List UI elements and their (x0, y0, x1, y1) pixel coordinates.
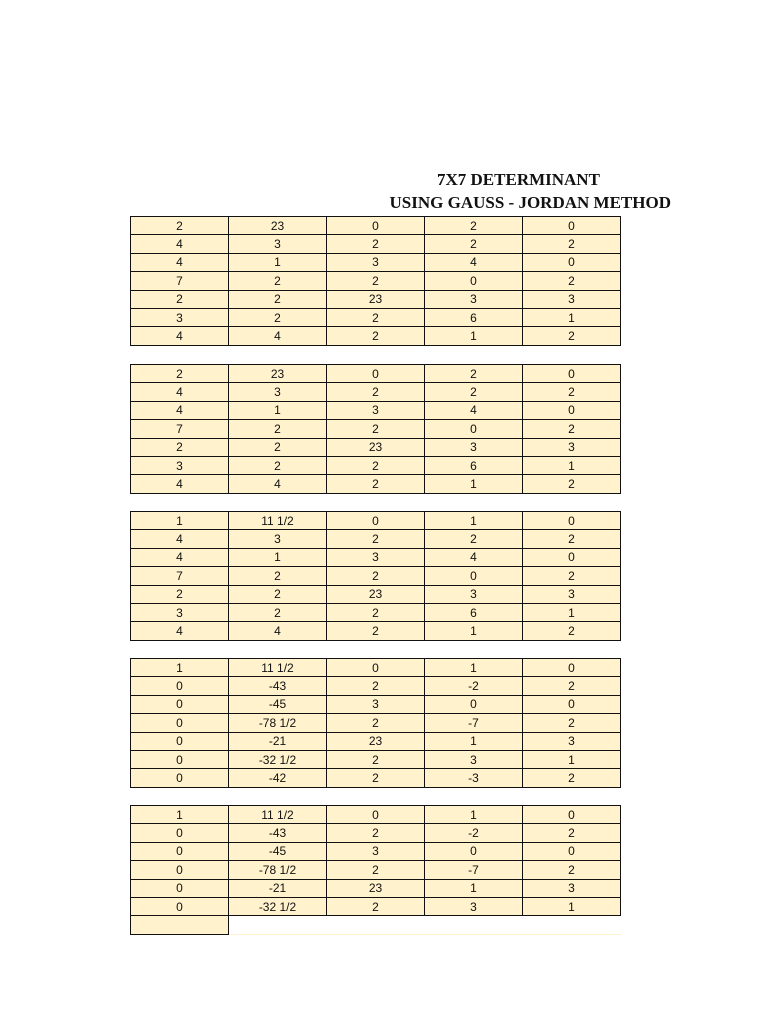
matrix-row (131, 622, 621, 640)
matrix-cell[interactable]: -2 (425, 677, 523, 695)
matrix-cell[interactable]: 1 (523, 897, 621, 915)
matrix-cell[interactable]: 0 (131, 677, 229, 695)
matrix-cell[interactable]: 3 (425, 290, 523, 308)
matrix-cell[interactable]: 1 (131, 512, 229, 530)
matrix-cell[interactable]: 4 (131, 235, 229, 253)
matrix-cell[interactable]: 4 (131, 548, 229, 566)
matrix-cell[interactable]: 2 (425, 365, 523, 383)
matrix-cell[interactable]: 2 (131, 290, 229, 308)
matrix-cell[interactable]: 2 (229, 308, 327, 326)
matrix-cell[interactable]: 6 (425, 456, 523, 474)
matrix-cell[interactable]: 2 (131, 585, 229, 603)
matrix-cell[interactable]: 0 (131, 695, 229, 713)
matrix-cell[interactable]: 4 (229, 327, 327, 345)
matrix-cell[interactable]: 2 (229, 603, 327, 621)
matrix-row (131, 714, 621, 732)
matrix-cell[interactable]: 3 (131, 456, 229, 474)
matrix-cell[interactable]: 2 (425, 235, 523, 253)
matrix-cell[interactable]: 2 (327, 750, 425, 768)
matrix-cell[interactable]: 1 (425, 806, 523, 824)
matrix-cell[interactable]: 1 (523, 308, 621, 326)
matrix-cell[interactable]: 2 (229, 438, 327, 456)
matrix-cell[interactable]: 0 (327, 365, 425, 383)
matrix-cell[interactable]: 2 (425, 383, 523, 401)
matrix-cell[interactable]: 4 (425, 401, 523, 419)
matrix-cell[interactable]: 4 (425, 548, 523, 566)
matrix-cell[interactable]: 3 (327, 695, 425, 713)
matrix-cell[interactable]: 3 (523, 585, 621, 603)
matrix-cell[interactable]: 1 (425, 659, 523, 677)
matrix-cell[interactable]: -7 (425, 714, 523, 732)
matrix-cell[interactable]: 0 (523, 695, 621, 713)
matrix-cell[interactable]: -32 1/2 (229, 750, 327, 768)
matrix-cell[interactable]: 0 (425, 567, 523, 585)
subtitle-clip (300, 193, 671, 217)
matrix-cell[interactable]: 1 (229, 548, 327, 566)
matrix-cell[interactable]: 0 (523, 806, 621, 824)
matrix-cell[interactable]: 0 (327, 217, 425, 235)
matrix-row (131, 217, 621, 235)
matrix-cell[interactable]: 3 (523, 290, 621, 308)
matrix-cell[interactable]: 2 (327, 603, 425, 621)
matrix-cell[interactable]: 2 (229, 272, 327, 290)
matrix-cell[interactable]: 4 (229, 475, 327, 493)
matrix-row (131, 769, 621, 787)
matrix-cell[interactable]: 2 (327, 769, 425, 787)
matrix-row (131, 824, 621, 842)
matrix-row (131, 530, 621, 548)
matrix-cell[interactable]: 7 (131, 272, 229, 290)
matrix-cell[interactable]: -7 (425, 861, 523, 879)
matrix-cell[interactable]: 2 (229, 456, 327, 474)
matrix-cell[interactable]: 0 (523, 548, 621, 566)
matrix-cell[interactable]: 0 (131, 897, 229, 915)
matrix-cell[interactable]: 0 (327, 512, 425, 530)
matrix-row (131, 732, 621, 750)
matrix-cell[interactable]: 3 (229, 530, 327, 548)
matrix-cell[interactable]: 0 (131, 714, 229, 732)
page-subtitle: USING GAUSS - JORDAN METHOD (389, 193, 671, 212)
matrix-row (131, 897, 621, 915)
matrix-row (131, 253, 621, 271)
matrix-row (131, 401, 621, 419)
matrix-cell[interactable]: 2 (327, 475, 425, 493)
matrix-cell[interactable]: 23 (327, 879, 425, 897)
matrix-row (131, 475, 621, 493)
matrix-row (131, 383, 621, 401)
matrix-row (131, 861, 621, 879)
matrix-cell[interactable]: 2 (523, 383, 621, 401)
matrix-row (131, 420, 621, 438)
matrix-cell[interactable]: 23 (229, 217, 327, 235)
matrix-cell[interactable]: 2 (327, 383, 425, 401)
matrix-cell[interactable]: 3 (425, 897, 523, 915)
matrix-cell[interactable]: 0 (131, 879, 229, 897)
matrix-cell[interactable]: 3 (425, 438, 523, 456)
matrix-cell[interactable]: 0 (131, 842, 229, 860)
matrix-cell[interactable]: 23 (327, 438, 425, 456)
matrix-cell[interactable]: 1 (425, 475, 523, 493)
matrix-row (131, 548, 621, 566)
matrix-cell[interactable]: 2 (523, 824, 621, 842)
matrix-cell[interactable]: 23 (327, 732, 425, 750)
matrix-cell[interactable]: 0 (523, 659, 621, 677)
matrix-cell[interactable]: 2 (327, 456, 425, 474)
matrix-cell[interactable]: -21 (229, 732, 327, 750)
matrix-cell[interactable]: 2 (523, 475, 621, 493)
matrix-cell[interactable]: 7 (131, 567, 229, 585)
matrix-cell[interactable]: 2 (327, 567, 425, 585)
matrix-cell[interactable]: 7 (131, 420, 229, 438)
matrix-cell[interactable]: 4 (131, 475, 229, 493)
matrix-cell[interactable]: 4 (131, 327, 229, 345)
matrix-row (131, 327, 621, 345)
matrix-cell[interactable]: 2 (523, 327, 621, 345)
matrix-cell[interactable]: -21 (229, 879, 327, 897)
matrix-cell[interactable]: 2 (327, 530, 425, 548)
matrix-step-4 (130, 658, 621, 788)
matrix-cell[interactable]: 3 (425, 585, 523, 603)
matrix-cell[interactable]: 2 (327, 861, 425, 879)
matrix-step-3 (130, 511, 621, 641)
matrix-cell[interactable]: 0 (523, 512, 621, 530)
matrix-cell[interactable]: 2 (327, 622, 425, 640)
matrix-cell[interactable]: 23 (327, 290, 425, 308)
matrix-cell[interactable]: 2 (425, 217, 523, 235)
matrix-cell[interactable]: 1 (425, 327, 523, 345)
matrix-cell[interactable]: -78 1/2 (229, 861, 327, 879)
matrix-cell[interactable]: 0 (131, 750, 229, 768)
matrix-cell[interactable]: -43 (229, 824, 327, 842)
matrix-row (131, 235, 621, 253)
matrix-cell[interactable]: 0 (131, 824, 229, 842)
matrix-row (131, 290, 621, 308)
matrix-cell[interactable]: 2 (523, 769, 621, 787)
matrix-cell[interactable]: -43 (229, 677, 327, 695)
matrix-cell[interactable]: 4 (229, 622, 327, 640)
matrix-cell[interactable]: 3 (425, 750, 523, 768)
matrix-cell[interactable]: 2 (523, 420, 621, 438)
matrix-cell[interactable]: 0 (425, 272, 523, 290)
matrix-cell[interactable]: 2 (523, 272, 621, 290)
matrix-cell[interactable] (523, 916, 621, 934)
matrix-cell[interactable]: 0 (131, 769, 229, 787)
matrix-cell[interactable]: 1 (523, 750, 621, 768)
matrix-cell[interactable]: 2 (523, 235, 621, 253)
matrix-cell[interactable]: 0 (523, 217, 621, 235)
matrix-cell[interactable]: 4 (131, 383, 229, 401)
matrix-cell[interactable]: 2 (131, 365, 229, 383)
matrix-cell[interactable]: 2 (327, 714, 425, 732)
matrix-cell[interactable]: 3 (131, 308, 229, 326)
matrix-cell[interactable]: 2 (523, 622, 621, 640)
matrix-cell[interactable]: 0 (425, 842, 523, 860)
matrix-cell[interactable]: 4 (131, 253, 229, 271)
matrix-row (131, 456, 621, 474)
matrix-cell[interactable]: 4 (131, 622, 229, 640)
matrix-cell[interactable]: 1 (425, 732, 523, 750)
matrix-cell[interactable]: 1 (523, 603, 621, 621)
matrix-cell[interactable]: 0 (425, 695, 523, 713)
matrix-row (131, 879, 621, 897)
matrix-cell[interactable]: 11 1/2 (229, 806, 327, 824)
matrix-cell[interactable]: 3 (229, 235, 327, 253)
matrix-row (131, 365, 621, 383)
matrix-cell[interactable]: 0 (327, 659, 425, 677)
matrix-cell[interactable]: 2 (523, 714, 621, 732)
matrix-row (131, 272, 621, 290)
matrix-cell[interactable]: 2 (327, 235, 425, 253)
matrix-cell[interactable]: 0 (131, 732, 229, 750)
matrix-cell[interactable]: -2 (425, 824, 523, 842)
matrix-cell[interactable]: 4 (425, 253, 523, 271)
matrix-cell[interactable]: 2 (327, 677, 425, 695)
matrix-cell[interactable]: 23 (229, 365, 327, 383)
matrix-cell[interactable]: 3 (327, 842, 425, 860)
matrix-cell[interactable]: 3 (327, 548, 425, 566)
matrix-cell[interactable]: 1 (425, 512, 523, 530)
matrix-cell[interactable]: 1 (425, 879, 523, 897)
matrix-cell[interactable]: 23 (327, 585, 425, 603)
matrix-cell[interactable]: 11 1/2 (229, 512, 327, 530)
matrix-cell[interactable]: 3 (327, 401, 425, 419)
matrix-step-2 (130, 364, 621, 494)
page-title: 7X7 DETERMINANT (437, 170, 600, 189)
matrix-cell[interactable]: 2 (327, 824, 425, 842)
matrix-row (131, 750, 621, 768)
matrix-step-1 (130, 216, 621, 346)
matrix-row (131, 567, 621, 585)
matrix-row (131, 916, 621, 934)
matrix-cell[interactable]: 11 1/2 (229, 659, 327, 677)
matrix-cell[interactable]: 3 (523, 732, 621, 750)
matrix-row (131, 842, 621, 860)
matrix-cell[interactable]: 0 (327, 806, 425, 824)
matrix-row (131, 659, 621, 677)
matrix-row (131, 806, 621, 824)
matrix-cell[interactable]: 3 (131, 603, 229, 621)
matrix-cell[interactable]: 0 (425, 420, 523, 438)
matrix-cell[interactable]: 1 (523, 456, 621, 474)
matrix-row (131, 512, 621, 530)
matrix-step-5 (130, 805, 621, 935)
matrix-cell[interactable]: 2 (523, 677, 621, 695)
matrix-cell[interactable]: 1 (131, 806, 229, 824)
matrix-cell[interactable]: 2 (523, 861, 621, 879)
matrix-cell[interactable]: 4 (131, 530, 229, 548)
matrix-cell[interactable]: 3 (523, 438, 621, 456)
matrix-cell[interactable]: 1 (425, 622, 523, 640)
matrix-cell[interactable] (425, 916, 523, 934)
matrix-cell[interactable]: 0 (131, 861, 229, 879)
matrix-cell[interactable]: 2 (523, 530, 621, 548)
matrix-cell[interactable]: 6 (425, 308, 523, 326)
matrix-cell[interactable]: 2 (229, 420, 327, 438)
matrix-row (131, 677, 621, 695)
matrix-row (131, 603, 621, 621)
matrix-cell[interactable]: -42 (229, 769, 327, 787)
matrix-cell[interactable]: 1 (131, 659, 229, 677)
matrix-cell[interactable]: 1 (229, 401, 327, 419)
matrix-cell[interactable]: -45 (229, 695, 327, 713)
matrix-cell[interactable]: 2 (327, 308, 425, 326)
matrix-cell[interactable]: 0 (523, 253, 621, 271)
matrix-cell[interactable] (327, 916, 425, 934)
matrix-cell[interactable]: 6 (425, 603, 523, 621)
matrix-cell[interactable]: 2 (131, 217, 229, 235)
matrix-cell[interactable]: 0 (523, 842, 621, 860)
matrix-cell[interactable]: -45 (229, 842, 327, 860)
matrix-cell[interactable]: 2 (327, 327, 425, 345)
matrix-cell[interactable]: -78 1/2 (229, 714, 327, 732)
matrix-row (131, 695, 621, 713)
matrix-cell[interactable]: 3 (327, 253, 425, 271)
matrix-cell[interactable]: 2 (229, 567, 327, 585)
matrix-cell[interactable]: 4 (131, 401, 229, 419)
matrix-row (131, 585, 621, 603)
matrix-cell[interactable] (229, 916, 327, 934)
matrix-cell[interactable]: 2 (229, 585, 327, 603)
matrix-cell[interactable]: 2 (327, 272, 425, 290)
matrix-cell[interactable]: -32 1/2 (229, 897, 327, 915)
matrix-cell[interactable]: 2 (425, 530, 523, 548)
matrix-cell[interactable]: 0 (523, 365, 621, 383)
matrix-cell[interactable]: 2 (229, 290, 327, 308)
matrix-cell[interactable] (131, 916, 229, 934)
matrix-cell[interactable]: 2 (523, 567, 621, 585)
matrix-cell[interactable]: 2 (327, 897, 425, 915)
matrix-cell[interactable]: 3 (229, 383, 327, 401)
matrix-cell[interactable]: 0 (523, 401, 621, 419)
matrix-cell[interactable]: -3 (425, 769, 523, 787)
matrix-cell[interactable]: 3 (523, 879, 621, 897)
matrix-row (131, 438, 621, 456)
matrix-row (131, 308, 621, 326)
matrix-cell[interactable]: 1 (229, 253, 327, 271)
matrix-cell[interactable]: 2 (327, 420, 425, 438)
matrix-cell[interactable]: 2 (131, 438, 229, 456)
